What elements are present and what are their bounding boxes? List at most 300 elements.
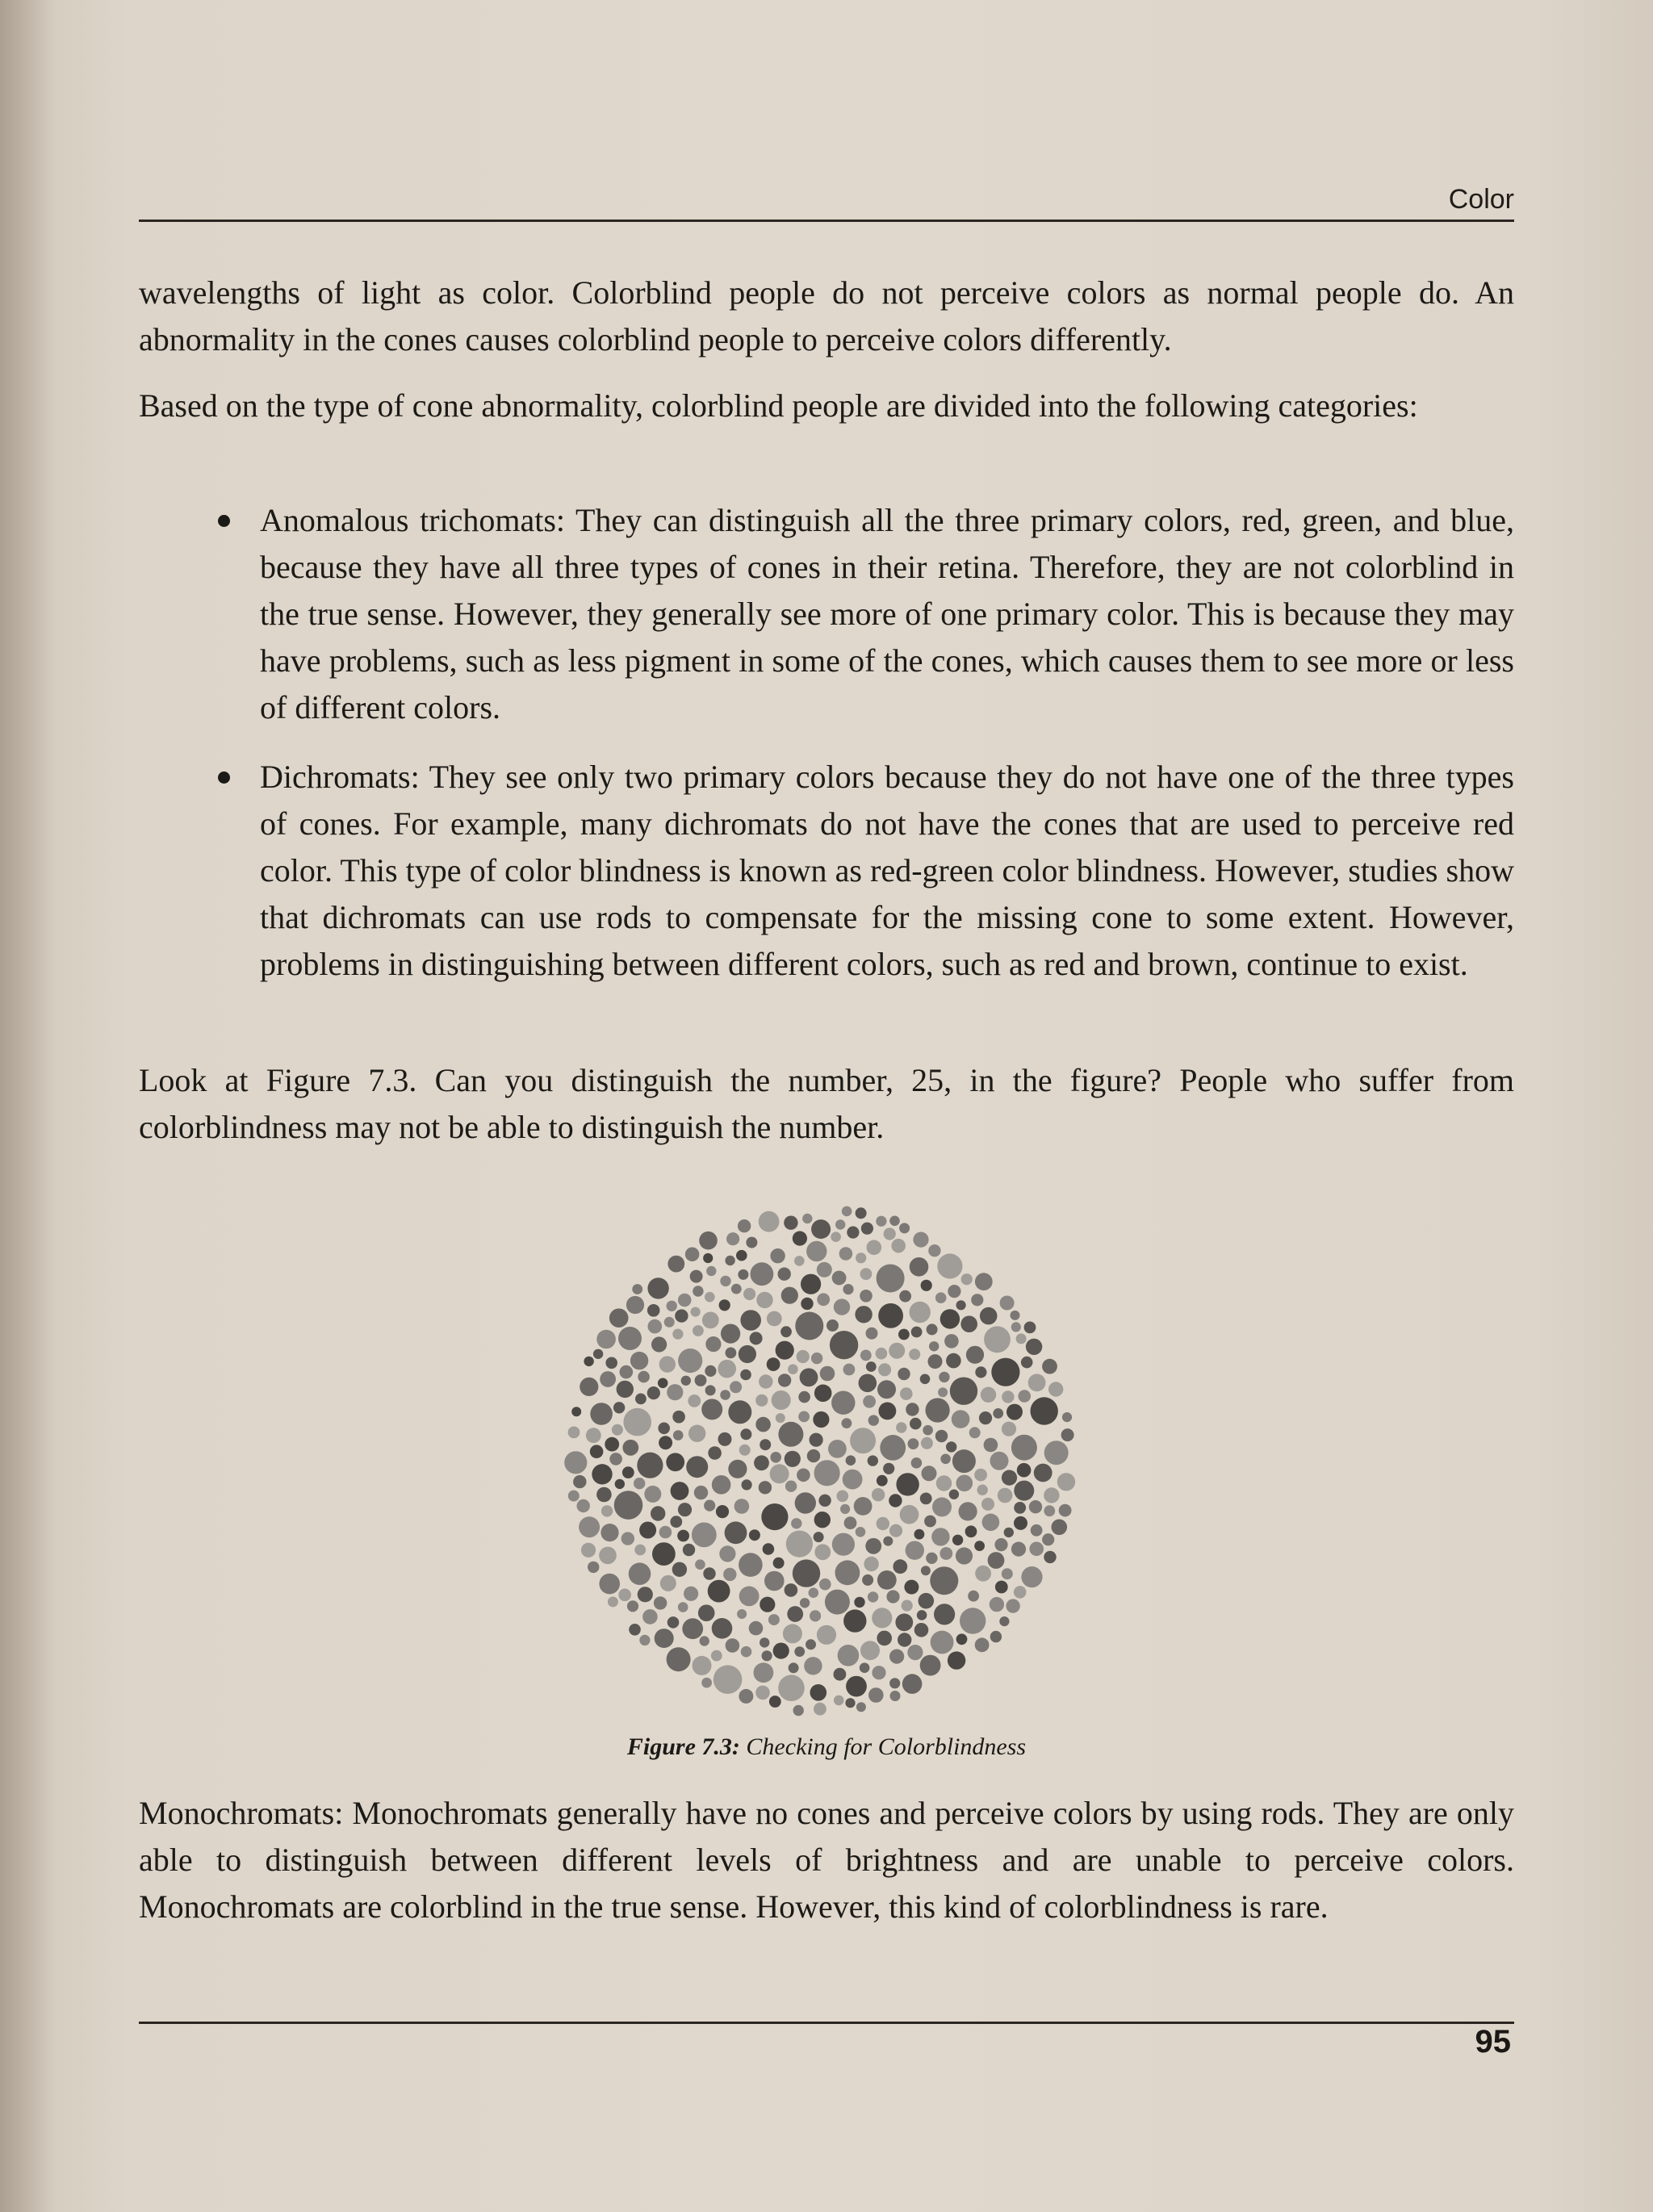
plate-dot	[910, 1302, 931, 1323]
plate-dot	[577, 1499, 590, 1512]
plate-dot	[854, 1597, 864, 1608]
plate-dot	[879, 1403, 897, 1420]
plate-dot	[590, 1445, 604, 1458]
list-item-anomalous-trichomats	[139, 497, 1514, 731]
plate-dot	[818, 1495, 831, 1507]
plate-dot	[877, 1380, 896, 1399]
plate-dot	[902, 1600, 913, 1612]
plate-dot	[936, 1475, 952, 1491]
plate-dot	[1029, 1500, 1042, 1513]
plate-dot	[920, 1655, 941, 1676]
plate-dot	[814, 1385, 832, 1403]
plate-dot	[593, 1349, 603, 1359]
plate-dot	[899, 1223, 910, 1233]
plate-dot	[1024, 1322, 1036, 1334]
plate-dot	[705, 1336, 721, 1352]
plate-dot	[612, 1424, 623, 1436]
plate-dot	[847, 1227, 859, 1239]
plate-dot	[728, 1460, 747, 1478]
plate-dot	[742, 1479, 752, 1490]
plate-dot	[770, 1464, 789, 1483]
plate-dot	[981, 1387, 996, 1403]
list-item-text: Anomalous trichomats: They can distinguish all the three primary colors, red, green, and blue, because they have all three types of cones in their retina. Therefore, they are not colorblind in the true sense. However, they generally see more of one primary color. This is because they may have problems, such as less pigment in some of the cones, which causes them to see more or less of different colors.	[260, 502, 1514, 725]
plate-dot	[939, 1372, 949, 1382]
plate-dot	[785, 1451, 801, 1467]
plate-dot	[793, 1559, 820, 1587]
plate-dot	[807, 1449, 820, 1462]
plate-dot	[842, 1418, 852, 1428]
plate-dot	[878, 1303, 903, 1328]
plate-dot	[880, 1435, 906, 1461]
plate-dot	[705, 1292, 715, 1303]
plate-dot	[928, 1354, 943, 1369]
plate-dot	[647, 1277, 668, 1298]
plate-dot	[921, 1280, 932, 1291]
plate-dot	[835, 1560, 860, 1585]
plate-dot	[826, 1319, 839, 1332]
plate-dot	[654, 1596, 667, 1609]
plate-dot	[605, 1357, 617, 1369]
paragraph-monochromats: Monochromats: Monochromats generally have no cones and perceive colors by using rods. They are only able to distinguish between different levels of brightness and are unable to perceive colors. Monochromats are colorblind in the true sense. However, this kind of colorblindness is rare.	[139, 1795, 1514, 1925]
plate-dot	[708, 1580, 730, 1603]
plate-dot	[755, 1395, 768, 1407]
header-rule	[139, 220, 1514, 222]
plate-dot	[813, 1411, 829, 1428]
plate-dot	[586, 1428, 601, 1443]
plate-dot	[1006, 1599, 1019, 1612]
plate-dot	[898, 1368, 910, 1380]
plate-dot	[690, 1270, 703, 1283]
plate-dot	[860, 1641, 880, 1660]
plate-dot	[817, 1293, 830, 1306]
plate-dot	[620, 1365, 634, 1379]
plate-dot	[579, 1516, 600, 1537]
plate-dot	[1002, 1422, 1016, 1436]
plate-dot	[781, 1287, 798, 1304]
plate-dot	[677, 1530, 689, 1542]
plate-dot	[678, 1503, 692, 1516]
plate-dot	[939, 1547, 952, 1560]
plate-dot	[601, 1505, 613, 1516]
plate-dot	[884, 1227, 896, 1240]
plate-dot	[716, 1505, 729, 1518]
plate-dot	[778, 1374, 791, 1386]
plate-dot	[889, 1494, 902, 1507]
plate-dot	[990, 1452, 1009, 1470]
plate-dot	[889, 1524, 902, 1537]
plate-dot	[795, 1492, 816, 1513]
plate-dot	[877, 1517, 889, 1530]
plate-dot	[776, 1413, 785, 1423]
plate-dot	[667, 1616, 680, 1629]
plate-dot	[726, 1348, 737, 1359]
plate-dot	[862, 1574, 873, 1586]
plate-dot	[698, 1604, 715, 1621]
plate-dot	[711, 1650, 722, 1662]
plate-dot	[868, 1687, 884, 1703]
plate-dot	[931, 1528, 949, 1545]
plate-dot	[658, 1378, 668, 1389]
paragraph-figure-reference: Look at Figure 7.3. Can you distinguish the number, 25, in the figure? People who suffer from colorblindness may not be able to distinguish the number.	[139, 1062, 1514, 1145]
plate-dot	[920, 1374, 931, 1385]
plate-dot	[652, 1542, 676, 1566]
plate-dot	[770, 1452, 781, 1463]
plate-dot	[1011, 1311, 1020, 1320]
plate-dot	[938, 1387, 948, 1397]
plate-dot	[754, 1455, 769, 1470]
figure-label: Figure 7.3:	[626, 1733, 740, 1760]
plate-dot	[927, 1323, 938, 1335]
plate-dot	[667, 1647, 691, 1671]
plate-dot	[772, 1390, 791, 1410]
plate-dot	[1011, 1435, 1037, 1461]
plate-dot	[788, 1364, 798, 1374]
plate-dot	[828, 1440, 847, 1458]
plate-dot	[876, 1216, 886, 1227]
paragraph-categories: Based on the type of cone abnormality, colorblind people are divided into the following categories:	[139, 387, 1418, 424]
plate-dot	[900, 1505, 919, 1524]
plate-dot	[896, 1473, 919, 1495]
plate-dot	[580, 1378, 598, 1396]
bullet-icon	[218, 771, 230, 784]
page-number: 95	[1475, 2024, 1511, 2059]
spine-shadow	[0, 0, 56, 2212]
plate-dot	[831, 1391, 855, 1415]
plate-dot	[684, 1587, 698, 1601]
plate-dot	[588, 1562, 599, 1573]
plate-dot	[618, 1327, 642, 1350]
plate-dot	[672, 1562, 687, 1577]
plate-dot	[629, 1624, 641, 1636]
plate-dot	[651, 1336, 667, 1352]
plate-dot	[814, 1460, 840, 1486]
plate-dot	[817, 1262, 832, 1277]
plate-dot	[786, 1531, 813, 1558]
plate-dot	[1021, 1357, 1033, 1369]
plate-dot	[935, 1292, 947, 1303]
plate-dot	[952, 1410, 970, 1428]
plate-dot	[776, 1341, 794, 1360]
plate-dot	[609, 1308, 629, 1328]
plate-dot	[601, 1524, 618, 1541]
plate-dot	[1014, 1502, 1026, 1514]
plate-dot	[817, 1625, 836, 1645]
plate-dot	[840, 1504, 850, 1514]
plate-dot	[940, 1454, 951, 1465]
plate-dot	[866, 1361, 877, 1372]
plate-dot	[917, 1610, 927, 1620]
plate-dot	[701, 1678, 712, 1688]
plate-dot	[760, 1439, 771, 1450]
plate-dot	[811, 1219, 831, 1239]
plate-dot	[703, 1567, 715, 1579]
plate-dot	[820, 1366, 835, 1382]
plate-dot	[599, 1574, 620, 1595]
bullet-icon	[218, 515, 230, 527]
plate-dot	[795, 1312, 823, 1340]
plate-dot	[1002, 1470, 1017, 1486]
plate-dot	[961, 1273, 973, 1285]
plate-dot	[1014, 1516, 1027, 1530]
plate-dot	[910, 1418, 922, 1430]
plate-dot	[627, 1600, 638, 1612]
plate-dot	[780, 1326, 792, 1337]
plate-dot	[622, 1466, 634, 1478]
plate-dot	[906, 1403, 919, 1415]
plate-dot	[1002, 1568, 1013, 1579]
plate-dot	[886, 1590, 899, 1603]
plate-dot	[678, 1602, 688, 1612]
plate-dot	[926, 1398, 950, 1422]
plate-dot	[856, 1252, 866, 1263]
plate-dot	[1052, 1520, 1068, 1536]
plate-dot	[630, 1352, 648, 1369]
plate-dot	[994, 1538, 1007, 1551]
plate-dot	[751, 1262, 774, 1286]
plate-dot	[692, 1523, 717, 1548]
plate-dot	[902, 1674, 923, 1694]
plate-dot	[660, 1575, 676, 1591]
plate-dot	[670, 1516, 682, 1528]
plate-dot	[725, 1521, 747, 1544]
plate-dot	[935, 1430, 948, 1442]
plate-dot	[904, 1580, 919, 1595]
plate-dot	[568, 1491, 580, 1502]
plate-dot	[814, 1532, 824, 1542]
plate-dot	[844, 1516, 857, 1529]
plate-dot	[787, 1606, 803, 1622]
plate-dot	[720, 1276, 730, 1286]
plate-dot	[564, 1451, 587, 1474]
plate-dot	[834, 1668, 847, 1681]
plate-dot	[960, 1608, 986, 1633]
plate-dot	[974, 1541, 985, 1551]
plate-dot	[1042, 1359, 1057, 1374]
plate-dot	[737, 1609, 747, 1619]
plate-dot	[714, 1665, 743, 1694]
plate-dot	[596, 1330, 616, 1349]
plate-dot	[914, 1529, 925, 1540]
plate-dot	[761, 1503, 788, 1530]
plate-dot	[920, 1493, 932, 1505]
plate-dot	[855, 1306, 872, 1323]
plate-dot	[856, 1527, 866, 1537]
plate-dot	[845, 1698, 855, 1708]
plate-dot	[931, 1631, 954, 1654]
running-header: Color	[1448, 184, 1514, 215]
plate-dot	[783, 1624, 802, 1643]
plate-dot	[919, 1593, 935, 1609]
plate-dot	[659, 1356, 676, 1372]
plate-dot	[809, 1587, 819, 1598]
plate-dot	[810, 1684, 827, 1701]
plate-dot	[778, 1422, 803, 1447]
plate-dot	[784, 1216, 797, 1230]
plate-dot	[930, 1566, 958, 1595]
plate-dot	[806, 1639, 816, 1650]
plate-dot	[749, 1621, 764, 1636]
figure-caption	[0, 1733, 1653, 1761]
plate-dot	[736, 1250, 747, 1261]
plate-dot	[1029, 1542, 1044, 1557]
plate-dot	[785, 1583, 798, 1597]
plate-dot	[946, 1353, 961, 1369]
plate-dot	[861, 1223, 873, 1235]
plate-dot	[798, 1391, 810, 1403]
plate-dot	[642, 1609, 658, 1625]
plate-dot	[618, 1589, 631, 1602]
plate-dot	[794, 1256, 805, 1266]
plate-dot	[991, 1358, 1019, 1386]
plate-dot	[1044, 1487, 1059, 1503]
plate-dot	[977, 1485, 988, 1495]
plate-dot	[984, 1326, 1011, 1353]
plate-dot	[956, 1475, 973, 1492]
plate-dot	[718, 1432, 732, 1446]
plate-dot	[831, 1231, 841, 1242]
plate-dot	[1000, 1296, 1015, 1311]
plate-dot	[756, 1292, 772, 1308]
plate-dot	[975, 1566, 991, 1582]
plate-dot	[814, 1703, 826, 1716]
plate-dot	[762, 1650, 772, 1661]
plate-dot	[868, 1415, 879, 1425]
plate-dot	[635, 1394, 647, 1405]
plate-dot	[854, 1497, 873, 1516]
plate-dot	[664, 1317, 675, 1328]
plate-dot	[1021, 1566, 1042, 1587]
plate-dot	[1011, 1322, 1021, 1332]
plate-dot	[952, 1449, 976, 1473]
plate-dot	[1059, 1504, 1072, 1517]
plate-dot	[800, 1598, 810, 1608]
plate-dot	[681, 1376, 691, 1386]
plate-dot	[895, 1613, 913, 1631]
plate-dot	[988, 1552, 1005, 1569]
plate-dot	[1057, 1473, 1075, 1491]
plate-dot	[959, 1502, 977, 1520]
plate-dot	[760, 1597, 775, 1612]
plate-dot	[738, 1219, 751, 1232]
plate-dot	[898, 1329, 910, 1340]
plate-dot	[778, 1675, 805, 1701]
plate-dot	[1044, 1551, 1056, 1563]
plate-dot	[754, 1662, 774, 1683]
plate-dot	[634, 1478, 645, 1489]
plate-dot	[672, 1329, 683, 1340]
plate-dot	[741, 1646, 752, 1658]
plate-dot	[759, 1211, 780, 1232]
plate-dot	[969, 1427, 981, 1438]
plate-dot	[872, 1666, 885, 1679]
plate-dot	[600, 1371, 616, 1387]
plate-dot	[921, 1566, 931, 1575]
plate-dot	[982, 1514, 1000, 1532]
plate-dot	[806, 1241, 826, 1261]
plate-dot	[626, 1296, 644, 1314]
plate-dot	[793, 1231, 807, 1246]
plate-dot	[705, 1365, 716, 1377]
plate-dot	[1044, 1505, 1055, 1516]
plate-dot	[675, 1309, 688, 1322]
plate-dot	[846, 1455, 856, 1466]
plate-dot	[923, 1425, 933, 1436]
plate-dot	[608, 1596, 618, 1607]
plate-dot	[1018, 1390, 1031, 1403]
plate-dot	[793, 1705, 804, 1716]
plate-dot	[706, 1266, 716, 1276]
plate-dot	[995, 1581, 1008, 1594]
plate-dot	[739, 1689, 753, 1704]
plate-dot	[990, 1597, 1004, 1612]
plate-dot	[883, 1463, 894, 1474]
plate-dot	[859, 1374, 877, 1393]
plate-dot	[750, 1332, 763, 1344]
plate-dot	[658, 1423, 670, 1435]
colorblindness-test-plate	[546, 1194, 1094, 1727]
plate-dot	[825, 1590, 850, 1615]
plate-dot	[773, 1558, 785, 1569]
plate-dot	[810, 1433, 823, 1447]
plate-dot	[944, 1334, 959, 1349]
plate-dot	[596, 1487, 612, 1503]
plate-dot	[647, 1304, 660, 1317]
plate-dot	[731, 1284, 742, 1294]
plate-dot	[723, 1568, 736, 1581]
plate-dot	[1006, 1404, 1023, 1420]
plate-dot	[883, 1537, 893, 1546]
plate-dot	[830, 1331, 858, 1359]
plate-dot	[673, 1430, 684, 1441]
plate-dot	[856, 1702, 866, 1712]
plate-dot	[877, 1265, 905, 1293]
plate-dot	[639, 1635, 650, 1645]
plate-dot	[998, 1488, 1013, 1503]
plate-dot	[877, 1631, 892, 1646]
plate-dot	[1061, 1428, 1074, 1441]
plate-dot	[993, 1408, 1003, 1419]
plate-dot	[797, 1469, 810, 1482]
plate-dot	[703, 1253, 713, 1263]
plate-dot	[1048, 1382, 1063, 1396]
plate-dot	[770, 1248, 785, 1263]
plate-dot	[798, 1411, 810, 1423]
plate-dot	[734, 1499, 750, 1514]
plate-dot	[1031, 1524, 1043, 1537]
plate-dot	[898, 1633, 911, 1646]
plate-dot	[693, 1325, 704, 1336]
plate-dot	[726, 1638, 740, 1653]
plate-dot	[834, 1696, 844, 1706]
plate-dot	[571, 1407, 581, 1416]
plate-dot	[800, 1368, 818, 1386]
plate-dot	[971, 1294, 983, 1306]
plate-dot	[726, 1232, 739, 1245]
plate-dot	[667, 1301, 677, 1311]
plate-dot	[794, 1646, 805, 1657]
plate-dot	[804, 1657, 822, 1675]
plate-dot	[948, 1285, 960, 1298]
plate-dot	[789, 1662, 799, 1673]
plate-dot	[655, 1629, 674, 1648]
plate-dot	[890, 1691, 901, 1701]
plate-dot	[695, 1374, 707, 1386]
plate-dot	[872, 1488, 885, 1501]
plate-dot	[651, 1506, 665, 1520]
plate-dot	[908, 1438, 919, 1449]
plate-dot	[949, 1490, 959, 1499]
plate-dot	[719, 1299, 730, 1311]
